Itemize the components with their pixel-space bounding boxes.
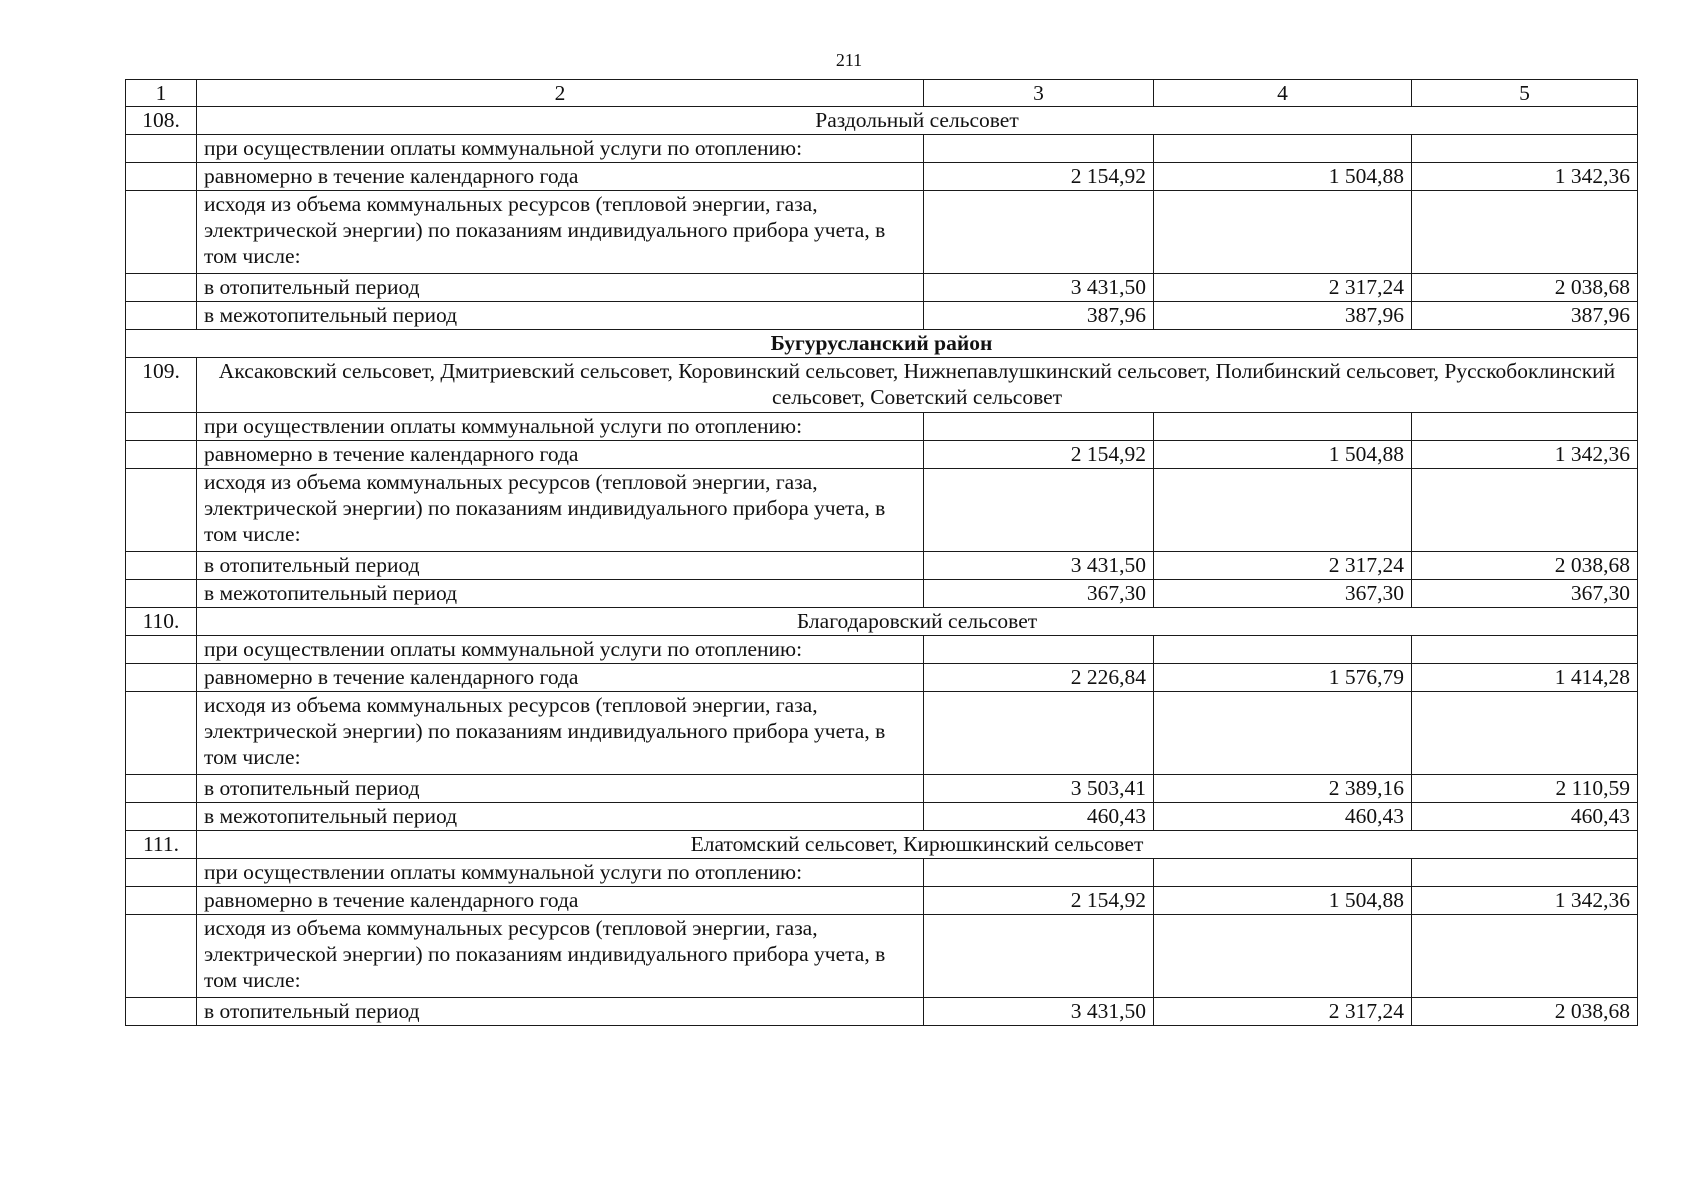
table-row — [126, 191, 1638, 274]
table-row — [126, 469, 1638, 552]
row-number-cell — [126, 998, 197, 1026]
row-number-cell — [126, 441, 197, 469]
table-row — [126, 636, 1638, 664]
value-cell: 387,96 — [1412, 302, 1638, 330]
row-number-cell — [126, 887, 197, 915]
value-cell: 2 038,68 — [1412, 274, 1638, 302]
table-row — [126, 775, 1638, 803]
value-cell: 2 154,92 — [924, 163, 1154, 191]
district-heading-row — [126, 330, 1638, 358]
row-label: равномерно в течение календарного года — [197, 163, 924, 191]
value-cell — [1154, 135, 1412, 163]
value-cell: 367,30 — [924, 580, 1154, 608]
value-cell — [1412, 692, 1638, 775]
column-header: 4 — [1154, 80, 1412, 107]
value-cell — [924, 135, 1154, 163]
row-number-cell — [126, 664, 197, 692]
column-header: 3 — [924, 80, 1154, 107]
value-cell: 367,30 — [1154, 580, 1412, 608]
row-number-cell — [126, 552, 197, 580]
value-cell: 2 038,68 — [1412, 998, 1638, 1026]
value-cell — [1154, 915, 1412, 998]
row-label: в отопительный период — [197, 274, 924, 302]
value-cell: 2 110,59 — [1412, 775, 1638, 803]
value-cell: 367,30 — [1412, 580, 1638, 608]
settlement-title: Аксаковский сельсовет, Дмитриевский сельсовет, Коровинский сельсовет, Нижнепавлушкинский сельсовет, Полибинский сельсовет, Русскобоклинский сельсовет, Советский сельсовет — [197, 358, 1638, 413]
tariff-table — [125, 79, 1638, 1026]
row-label: исходя из объема коммунальных ресурсов (тепловой энергии, газа, электрической энергии) по показаниям индивидуального прибора учета, в том числе: — [197, 692, 924, 775]
row-number-cell — [126, 859, 197, 887]
value-cell — [1412, 915, 1638, 998]
value-cell: 460,43 — [1412, 803, 1638, 831]
row-number-cell — [126, 302, 197, 330]
row-label: исходя из объема коммунальных ресурсов (тепловой энергии, газа, электрической энергии) по показаниям индивидуального прибора учета, в том числе: — [197, 915, 924, 998]
tariff-table-body — [126, 80, 1638, 1026]
value-cell: 3 431,50 — [924, 552, 1154, 580]
row-number-cell — [126, 803, 197, 831]
row-number-cell — [126, 915, 197, 998]
value-cell — [1412, 191, 1638, 274]
row-label: исходя из объема коммунальных ресурсов (тепловой энергии, газа, электрической энергии) по показаниям индивидуального прибора учета, в том числе: — [197, 469, 924, 552]
value-cell — [1154, 692, 1412, 775]
row-number: 108. — [126, 107, 197, 135]
value-cell: 1 576,79 — [1154, 664, 1412, 692]
settlement-heading-row — [126, 358, 1638, 413]
value-cell: 1 342,36 — [1412, 887, 1638, 915]
table-row — [126, 163, 1638, 191]
row-label: равномерно в течение календарного года — [197, 664, 924, 692]
table-row — [126, 441, 1638, 469]
table-row — [126, 135, 1638, 163]
table-row — [126, 859, 1638, 887]
row-number: 111. — [126, 831, 197, 859]
table-row — [126, 998, 1638, 1026]
value-cell: 3 431,50 — [924, 998, 1154, 1026]
value-cell: 1 504,88 — [1154, 887, 1412, 915]
row-number-cell — [126, 580, 197, 608]
table-row — [126, 915, 1638, 998]
value-cell: 3 503,41 — [924, 775, 1154, 803]
value-cell: 387,96 — [1154, 302, 1412, 330]
value-cell: 1 504,88 — [1154, 163, 1412, 191]
settlement-heading-row — [126, 608, 1638, 636]
value-cell: 1 342,36 — [1412, 441, 1638, 469]
value-cell — [1154, 636, 1412, 664]
value-cell: 1 342,36 — [1412, 163, 1638, 191]
table-row — [126, 664, 1638, 692]
settlement-title: Благодаровский сельсовет — [197, 608, 1638, 636]
value-cell — [1154, 859, 1412, 887]
row-label: при осуществлении оплаты коммунальной услуги по отоплению: — [197, 413, 924, 441]
row-number-cell — [126, 636, 197, 664]
value-cell: 2 154,92 — [924, 887, 1154, 915]
value-cell: 3 431,50 — [924, 274, 1154, 302]
table-row — [126, 580, 1638, 608]
table-row — [126, 413, 1638, 441]
row-label: в отопительный период — [197, 775, 924, 803]
row-label: в межотопительный период — [197, 803, 924, 831]
value-cell — [924, 692, 1154, 775]
district-heading: Бугурусланский район — [126, 330, 1638, 358]
value-cell — [1412, 859, 1638, 887]
row-number-cell — [126, 692, 197, 775]
row-number: 110. — [126, 608, 197, 636]
column-header: 5 — [1412, 80, 1638, 107]
row-label: равномерно в течение календарного года — [197, 441, 924, 469]
value-cell: 460,43 — [924, 803, 1154, 831]
value-cell — [1154, 469, 1412, 552]
value-cell — [1412, 413, 1638, 441]
row-label: исходя из объема коммунальных ресурсов (тепловой энергии, газа, электрической энергии) по показаниям индивидуального прибора учета, в том числе: — [197, 191, 924, 274]
table-row — [126, 274, 1638, 302]
value-cell: 2 389,16 — [1154, 775, 1412, 803]
table-row — [126, 803, 1638, 831]
row-number-cell — [126, 191, 197, 274]
value-cell: 2 317,24 — [1154, 998, 1412, 1026]
value-cell: 2 154,92 — [924, 441, 1154, 469]
column-header: 1 — [126, 80, 197, 107]
row-label: при осуществлении оплаты коммунальной услуги по отоплению: — [197, 859, 924, 887]
row-number-cell — [126, 274, 197, 302]
value-cell: 460,43 — [1154, 803, 1412, 831]
value-cell — [1154, 413, 1412, 441]
value-cell — [1412, 636, 1638, 664]
value-cell: 387,96 — [924, 302, 1154, 330]
value-cell: 2 226,84 — [924, 664, 1154, 692]
row-number-cell — [126, 469, 197, 552]
column-header-row — [126, 80, 1638, 107]
page-number: 211 — [835, 50, 863, 70]
settlement-title: Раздольный сельсовет — [197, 107, 1638, 135]
settlement-heading-row — [126, 107, 1638, 135]
table-row — [126, 552, 1638, 580]
row-label: при осуществлении оплаты коммунальной услуги по отоплению: — [197, 636, 924, 664]
value-cell: 2 317,24 — [1154, 274, 1412, 302]
value-cell: 2 038,68 — [1412, 552, 1638, 580]
row-label: в отопительный период — [197, 552, 924, 580]
table-row — [126, 302, 1638, 330]
row-label: равномерно в течение календарного года — [197, 887, 924, 915]
value-cell — [924, 859, 1154, 887]
value-cell — [924, 191, 1154, 274]
value-cell — [924, 469, 1154, 552]
column-header: 2 — [197, 80, 924, 107]
table-row — [126, 887, 1638, 915]
row-number-cell — [126, 775, 197, 803]
table-row — [126, 692, 1638, 775]
value-cell: 2 317,24 — [1154, 552, 1412, 580]
settlement-heading-row — [126, 831, 1638, 859]
settlement-title: Елатомский сельсовет, Кирюшкинский сельсовет — [197, 831, 1638, 859]
row-label: в межотопительный период — [197, 302, 924, 330]
value-cell — [1154, 191, 1412, 274]
row-label: при осуществлении оплаты коммунальной услуги по отоплению: — [197, 135, 924, 163]
value-cell — [1412, 135, 1638, 163]
row-number-cell — [126, 135, 197, 163]
value-cell — [924, 413, 1154, 441]
row-number: 109. — [126, 358, 197, 413]
row-label: в отопительный период — [197, 998, 924, 1026]
value-cell: 1 504,88 — [1154, 441, 1412, 469]
value-cell — [1412, 469, 1638, 552]
value-cell — [924, 915, 1154, 998]
row-number-cell — [126, 163, 197, 191]
row-label: в межотопительный период — [197, 580, 924, 608]
value-cell: 1 414,28 — [1412, 664, 1638, 692]
value-cell — [924, 636, 1154, 664]
row-number-cell — [126, 413, 197, 441]
